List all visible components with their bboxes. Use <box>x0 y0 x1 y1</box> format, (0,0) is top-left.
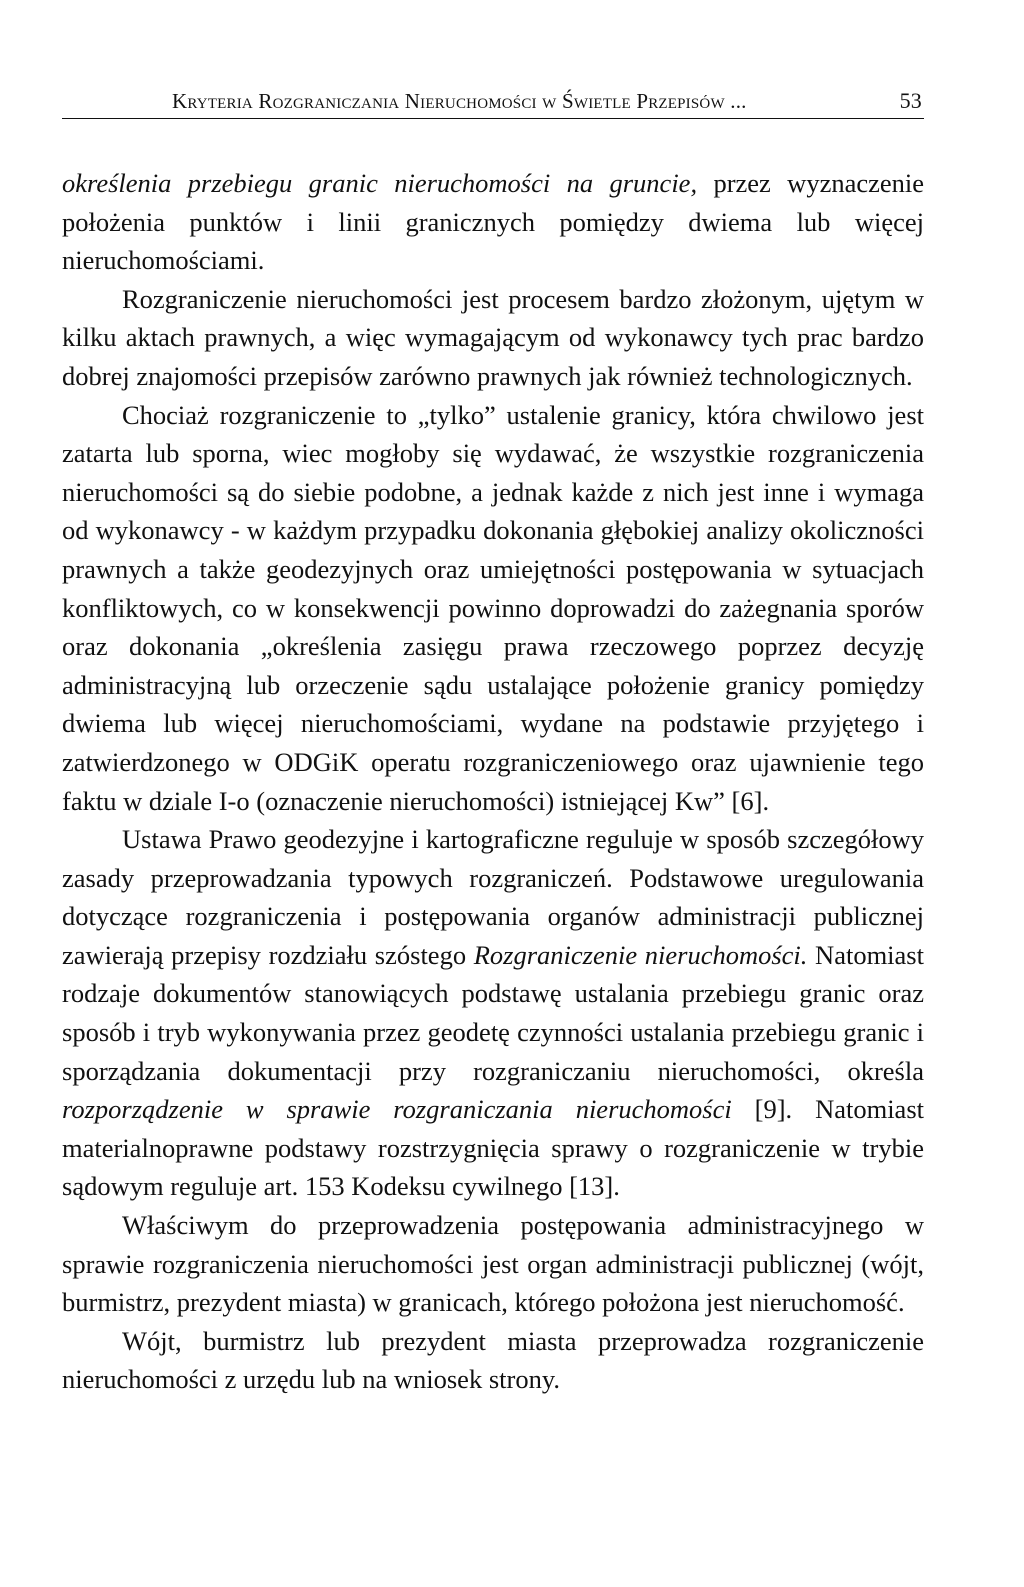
paragraph-1 <box>62 164 924 280</box>
paragraph-1-text: przez wyznaczenie położenia punktów i linii granicznych pomiędzy dwiema lub więcej nieruchomościami. <box>62 168 925 276</box>
paragraph-1-italic: określenia przebiegu granic nieruchomości na gruncie, <box>62 168 698 198</box>
paragraph-4-italic-b: rozporządzenie w sprawie rozgraniczania nieruchomości <box>62 1094 732 1125</box>
paragraph-4-text-b: Natomiast rodzaje dokumentów stanowiących podstawę ustalania przebiegu granic oraz sposób i tryb wykonywania przez geodetę czynności ustalania przebiegu granic i sporządzania dokumentacji przy rozgraniczaniu nieruchomości, określa <box>62 939 924 1086</box>
paragraph-4-text-c: [9]. Natomiast materialnoprawne podstawy rozstrzygnięcia sprawy o rozgraniczenie w trybie sądowym reguluje art. 153 Kodeksu cywilnego [13]. <box>62 1094 924 1202</box>
paragraph-4-text-a: Ustawa Prawo geodezyjne i kartograficzne reguluje w sposób szczegółowy zasady przeprowadzania typowych rozgraniczeń. Podstawowe uregulowania dotyczące rozgraniczenia i postępowania organów administracji publicznej zawierają przepisy rozdziału szóstego <box>62 824 924 970</box>
paragraph-4-italic-a: Rozgraniczenie nieruchomości. <box>473 939 808 970</box>
paragraph-4 <box>62 820 924 1206</box>
running-title: Kryteria Rozgraniczania Nieruchomości w Świetle Przepisów ... <box>172 89 747 113</box>
paragraph-2: Rozgraniczenie nieruchomości jest procesem bardzo złożonym, ujętym w kilku aktach prawnych, a więc wymagającym od wykonawcy tych prac bardzo dobrej znajomości przepisów zarówno prawnych jak również technologicznych. <box>62 283 924 391</box>
page <box>62 78 924 1399</box>
body-text <box>62 164 924 1399</box>
paragraph-6: Wójt, burmistrz lub prezydent miasta przeprowadza rozgraniczenie nieruchomości z urzędu lub na wniosek strony. <box>62 1325 924 1395</box>
page-number: 53 <box>899 88 922 113</box>
paragraph-5: Właściwym do przeprowadzenia postępowania administracyjnego w sprawie rozgraniczenia nieruchomości jest organ administracji publicznej (wójt, burmistrz, prezydent miasta) w granicach, którego położona jest nieruchomość. <box>62 1210 924 1318</box>
paragraph-3: Chociaż rozgraniczenie to „tylko” ustalenie granicy, która chwilowo jest zatarta lub sporna, wiec mogłoby się wydawać, że wszystkie rozgraniczenia nieruchomości są do siebie podobne, a jednak każde z nich jest inne i wymaga od wykonawcy - w każdym przypadku dokonania głębokiej analizy okoliczności prawnych a także geodezyjnych oraz umiejętności postępowania w sytuacjach konfliktowych, co w konsekwencji powinno doprowadzi do zażegnania sporów oraz dokonania „określenia zasięgu prawa rzeczowego poprzez decyzję administracyjną lub orzeczenie sądu ustalające położenie granicy pomiędzy dwiema lub więcej nieruchomościami, wydane na podstawie przyjętego i zatwierdzonego w ODGiK operatu rozgraniczeniowego oraz ujawnienie tego faktu w dziale I-o (oznaczenie nieruchomości) istniejącej Kw” [6]. <box>62 399 924 816</box>
running-header <box>62 78 924 119</box>
